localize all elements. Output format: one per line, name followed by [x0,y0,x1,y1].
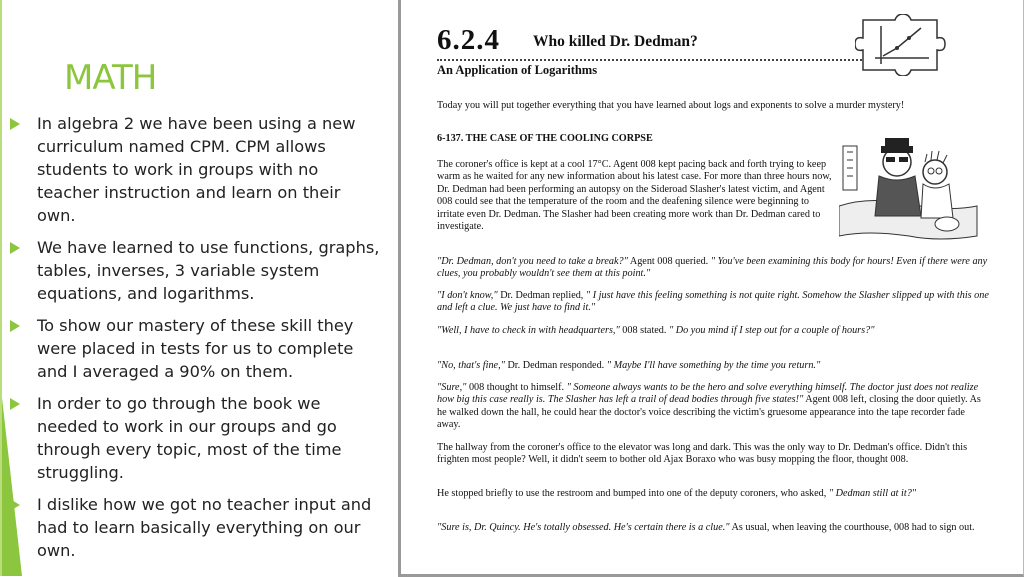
dialogue-attribution: Dr. Dedman responded. [504,360,607,371]
dialogue-quote: "Dr. Dedman, don't you need to take a break?" [437,256,628,267]
section-title: Who killed Dr. Dedman? [533,33,698,50]
story-paragraph-8 [437,488,990,500]
list-item [10,392,380,484]
list-item [10,236,380,305]
story-paragraph-5 [437,360,990,372]
bullet-list [10,112,380,571]
detective-cartoon [839,136,979,244]
dialogue-quote: " I just have this feeling something is not quite right. Somehow the Slasher slipped up with this one and left a clue. We just have to find it." [437,290,989,314]
narration-text: Agent 008 left, closing the door quietly. As he walked down the hall, he could hear the doctor's voice describing the victim's gruesome appearance into the tape recorder fade away. [437,394,981,431]
bullet-arrow-icon [10,242,20,254]
textbook-page-image [398,0,1024,577]
dialogue-attribution: Agent 008 queried. [627,256,711,267]
dialogue-quote: " Someone always wants to be the hero and solve everything himself. The doctor just does not realize how big this case really is. The Slasher has left a trail of dead bodies through five states!" [437,382,979,406]
story-paragraph-9 [437,522,990,534]
bullet-arrow-icon [10,118,20,130]
dialogue-quote: "Well, I have to check in with headquarters," [437,325,620,336]
bullet-text: In order to go through the book we needed to work in our groups and go through every topic, most of the time struggling. [37,394,342,482]
dialogue-quote: " Dedman still at it?" [828,488,917,499]
bullet-text: I dislike how we got no teacher input and had to learn basically everything on our own. [37,495,372,560]
intro-paragraph: Today you will put together everything that you have learned about logs and exponents to solve a murder mystery! [437,100,905,111]
dialogue-attribution: 008 thought to himself. [466,382,567,393]
story-paragraph-1: The coroner's office is kept at a cool 17°C. Agent 008 kept pacing back and forth trying to keep warm as he waited for any new information about his latest case. For more than three hours now, Dr. Dedman had been performing an autopsy on the Sideroad Slasher's latest victim, and Agent 008 could see that the temperature of the room and the deafening silence were beginning to irritate even Dr. Dedman. The Slasher had been creating more work than Dr. Dedman cared to investigate. [437,159,832,233]
bullet-text: We have learned to use functions, graphs, tables, inverses, 3 variable system equations, and logarithms. [37,238,380,303]
dotted-divider [437,59,877,61]
dialogue-quote: " Maybe I'll have something by the time you return." [606,360,821,371]
dialogue-quote: " Do you mind if I step out for a couple of hours?" [668,325,875,336]
dialogue-quote: "I don't know," [437,290,498,301]
story-paragraph-2 [437,256,990,281]
bullet-text: In algebra 2 we have been using a new curriculum named CPM. CPM allows students to work in groups with no teacher instruction and learn on their own. [37,114,356,225]
dialogue-quote: "Sure is, Dr. Quincy. He's totally obsessed. He's certain there is a clue." [437,522,730,533]
story-paragraph-7: The hallway from the coroner's office to the elevator was long and dark. This was the only way to Dr. Dedman's office. Didn't this frighten most people? Well, it didn't seem to bother old Ajax Boraxo who was busy mopping the floor, thought 008. [437,442,968,466]
bullet-text: To show our mastery of these skill they were placed in tests for us to complete and I averaged a 90% on them. [37,316,354,381]
list-item [10,112,380,227]
puzzle-graph-icon [855,14,973,76]
story-paragraph-6 [437,382,990,432]
bullet-arrow-icon [10,499,20,511]
bullet-arrow-icon [10,398,20,410]
story-paragraph-3 [437,290,990,315]
dialogue-quote: "No, that's fine," [437,360,505,371]
section-number: 6.2.4 [437,24,500,56]
dialogue-quote: " You've been examining this body for hours! Even if there were any clues, you probably wouldn't see them at this point." [437,256,988,280]
dialogue-attribution: 008 stated. [619,325,669,336]
problem-label: 6-137. THE CASE OF THE COOLING CORPSE [437,133,653,144]
narration-text: He stopped briefly to use the restroom and bumped into one of the deputy coroners, who asked, [437,488,829,499]
dialogue-quote: "Sure," [437,382,467,393]
bullet-arrow-icon [10,320,20,332]
section-subtitle: An Application of Logarithms [437,63,598,77]
dialogue-attribution: Dr. Dedman replied, [497,290,586,301]
story-paragraph-4 [437,325,990,337]
list-item [10,314,380,383]
slide-title: MATH [64,58,157,98]
list-item [10,493,380,562]
narration-text: As usual, when leaving the courthouse, 008 had to sign out. [729,522,975,533]
